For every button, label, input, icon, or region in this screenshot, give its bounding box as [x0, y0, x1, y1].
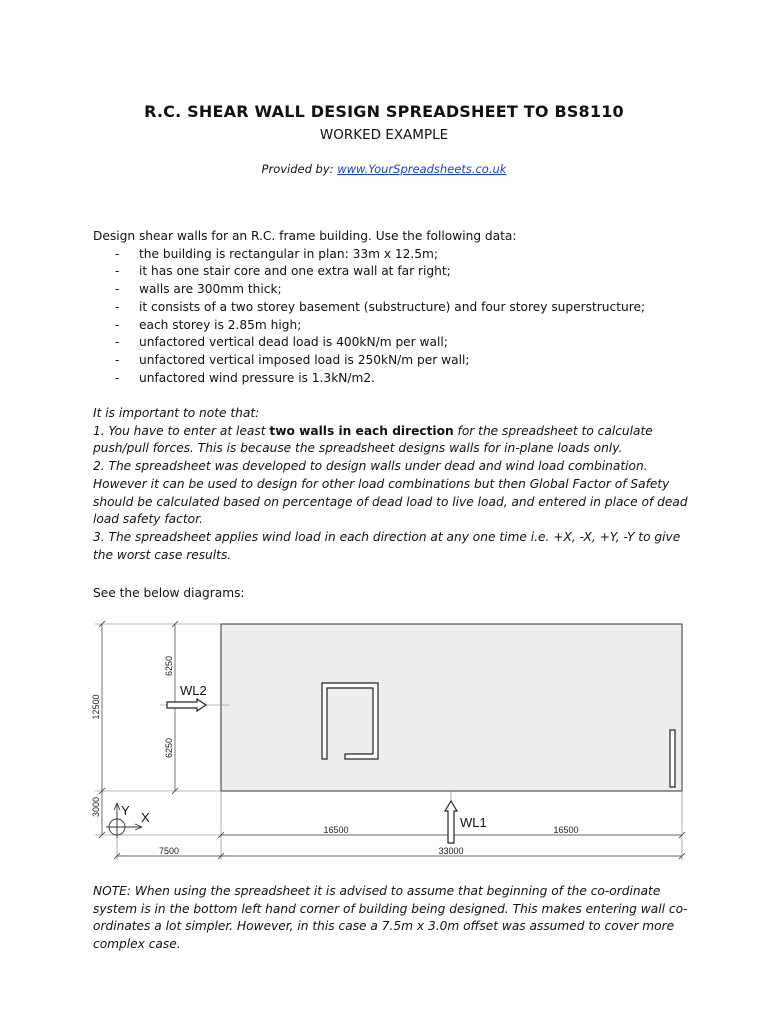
- dim-33000: 33000: [438, 846, 464, 856]
- list-item: - the building is rectangular in plan: 33m x 12.5m;: [93, 246, 693, 264]
- right-wall: [670, 730, 675, 787]
- dim-16500-right: 16500: [553, 825, 579, 835]
- document-title: R.C. SHEAR WALL DESIGN SPREADSHEET TO BS8110: [144, 102, 624, 121]
- dim-6250-top: 6250: [164, 655, 174, 677]
- notes-section: [93, 405, 693, 564]
- list-item: - unfactored vertical dead load is 400kN/m per wall;: [93, 334, 693, 352]
- list-item: - it has one stair core and one extra wall at far right;: [93, 263, 693, 281]
- list-item: - each storey is 2.85m high;: [93, 317, 693, 335]
- website-link[interactable]: www.YourSpreadsheets.co.uk: [337, 162, 507, 176]
- notes-heading: It is important to note that:: [93, 406, 260, 420]
- wl1-arrow: [445, 801, 457, 843]
- note-1-emphasis: two walls in each direction: [269, 423, 454, 438]
- horizontal-dimensions: [117, 835, 682, 856]
- x-axis-label: X: [141, 810, 150, 825]
- wl2-label: WL2: [180, 683, 207, 698]
- building-outline: [221, 624, 682, 791]
- vertical-dimensions: [102, 624, 175, 835]
- intro-lead: Design shear walls for an R.C. frame building. Use the following data:: [93, 229, 517, 243]
- note-2: 2. The spreadsheet was developed to design walls under dead and wind load combination. However it can be used to design for other load combinations but then Global Factor of Safety should be calculated based on percentage of dead load to live load, and entered in place of dead load safety factor.: [93, 459, 688, 527]
- data-list: [93, 246, 693, 388]
- note-3: 3. The spreadsheet applies wind load in each direction at any one time i.e. +X, -X, +Y, -Y to give the worst case results.: [93, 529, 681, 562]
- list-item: - unfactored wind pressure is 1.3kN/m2.: [93, 370, 693, 388]
- dim-7500: 7500: [158, 846, 180, 856]
- dim-6250-bottom: 6250: [164, 737, 174, 759]
- wl1-label: WL1: [460, 815, 487, 830]
- list-item: - it consists of a two storey basement (substructure) and four storey superstructure;: [93, 299, 693, 317]
- list-item: - walls are 300mm thick;: [93, 281, 693, 299]
- dim-12500: 12500: [91, 694, 101, 720]
- note-1: 1. You have to enter at least two walls in each direction for the spreadsheet to calculate push/pull forces. This is because the spreadsheet designs walls for in-plane loads only.: [93, 423, 653, 456]
- wl2-arrow: [167, 699, 206, 711]
- provided-by-label: Provided by:: [261, 162, 334, 176]
- document-subtitle: WORKED EXAMPLE: [319, 127, 449, 143]
- dim-3000: 3000: [91, 796, 101, 818]
- see-below-text: See the below diagrams:: [93, 586, 245, 600]
- dim-16500-left: 16500: [323, 825, 349, 835]
- final-note: NOTE: When using the spreadsheet it is advised to assume that beginning of the co-ordinate system is in the bottom left hand corner of building being designed. This makes entering wall co-ordinates a lot simpler. However, in this case a 7.5m x 3.0m offset was assumed to cover more complex case.: [93, 884, 688, 952]
- plan-diagram: [80, 608, 696, 870]
- list-item: - unfactored vertical imposed load is 250kN/m per wall;: [93, 352, 693, 370]
- intro-section: [93, 228, 693, 387]
- y-axis-label: Y: [121, 803, 130, 818]
- provided-by-line: [0, 162, 768, 176]
